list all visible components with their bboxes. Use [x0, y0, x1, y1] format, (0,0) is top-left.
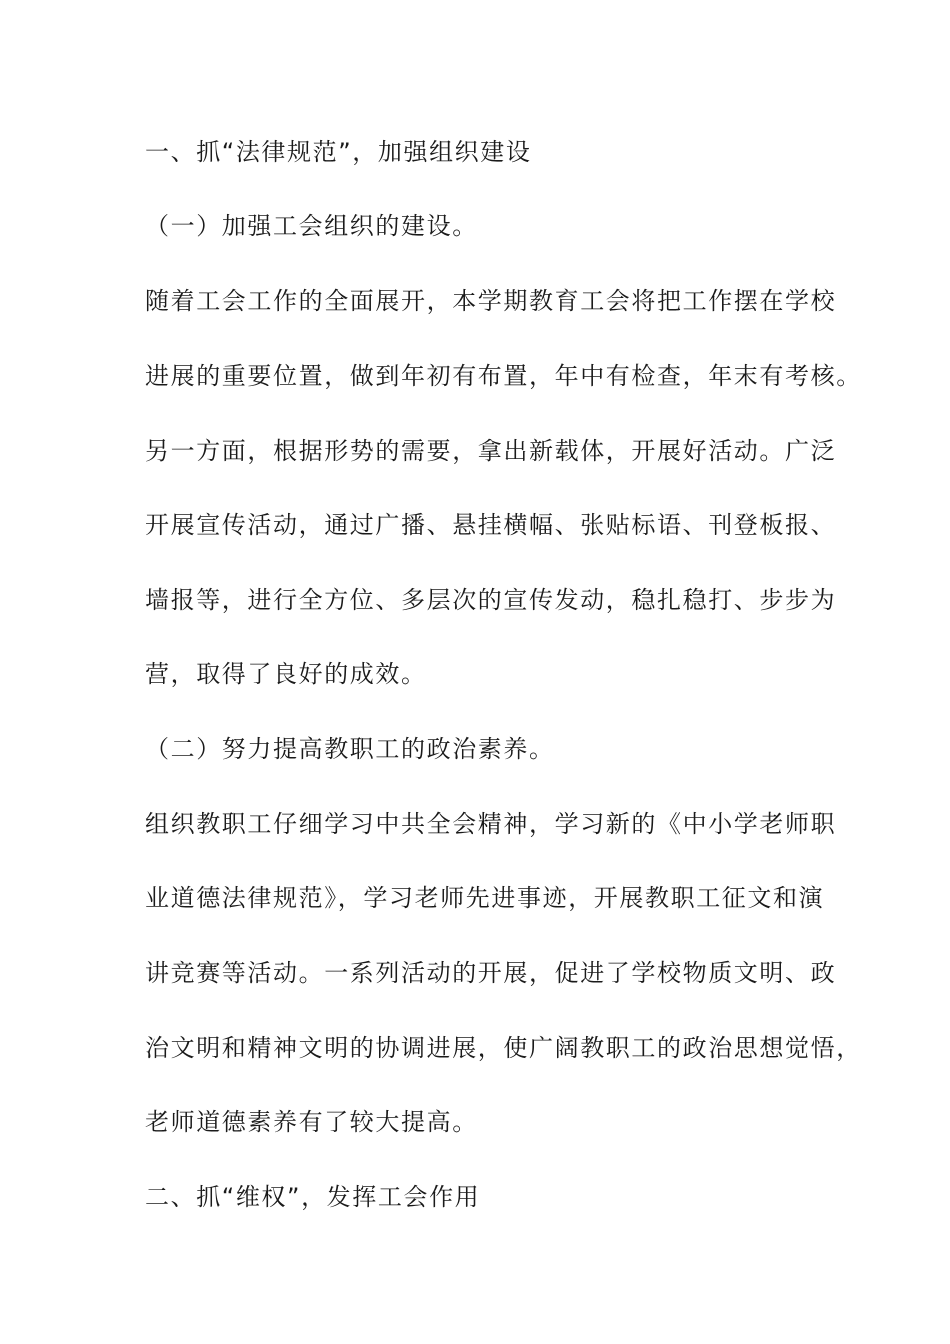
- paragraph-line: 老师道德素养有了较大提高。: [145, 1108, 478, 1136]
- paragraph-line: 进展的重要位置，做到年初有布置，年中有检查，年末有考核。: [145, 362, 862, 390]
- paragraph-line: 业道德法律规范》，学习老师先进事迹，开展教职工征文和演: [145, 884, 825, 912]
- paragraph-line: 随着工会工作的全面展开，本学期教育工会将把工作摆在学校: [145, 287, 837, 315]
- paragraph-line: 另一方面，根据形势的需要，拿出新载体，开展好活动。广泛: [145, 437, 837, 465]
- paragraph-line: 营，取得了良好的成效。: [145, 660, 427, 688]
- section-heading-1: 一、抓“法律规范”，加强组织建设: [145, 138, 532, 166]
- paragraph-line: 墙报等，进行全方位、多层次的宣传发动，稳扎稳打、步步为: [145, 586, 837, 614]
- paragraph-line: 开展宣传活动，通过广播、悬挂横幅、张贴标语、刊登板报、: [145, 511, 837, 539]
- section-heading-2: 二、抓“维权”，发挥工会作用: [145, 1183, 481, 1211]
- subsection-heading-1: （一）加强工会组织的建设。: [145, 212, 478, 240]
- subsection-heading-2: （二）努力提高教职工的政治素养。: [145, 735, 555, 763]
- paragraph-line: 治文明和精神文明的协调进展，使广阔教职工的政治思想觉悟，: [145, 1034, 862, 1062]
- paragraph-line: 讲竞赛等活动。一系列活动的开展，促进了学校物质文明、政: [145, 959, 837, 987]
- paragraph-line: 组织教职工仔细学习中共全会精神，学习新的《中小学老师职: [145, 810, 837, 838]
